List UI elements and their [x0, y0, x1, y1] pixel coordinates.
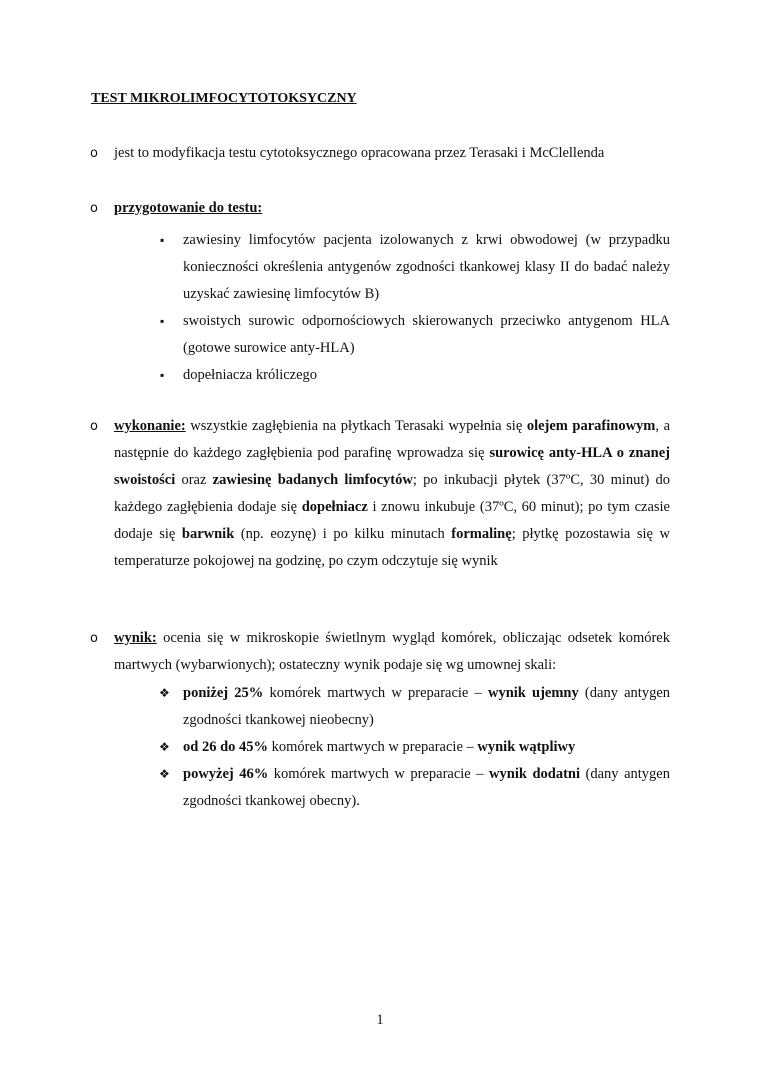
result-heading: wynik:: [114, 630, 157, 646]
intro-text: jest to modyfikacja testu cytotoksycznego opracowana przez Terasaki i McClellenda: [114, 145, 605, 161]
circle-bullet-icon: o: [90, 419, 98, 434]
square-bullet-icon: ▪: [160, 233, 165, 247]
diamond-bullet-icon: ❖: [159, 686, 170, 700]
circle-bullet-icon: o: [90, 146, 98, 161]
section-result: [90, 625, 670, 815]
document-title: TEST MIKROLIMFOCYTOTOKSYCZNY: [91, 91, 357, 106]
preparation-list: [90, 227, 670, 389]
diamond-bullet-icon: ❖: [159, 740, 170, 754]
circle-bullet-icon: o: [90, 631, 98, 646]
result-text: wynik: ocenia się w mikroskopie świetlnym wygląd komórek, obliczając odsetek komórek martwych (wybarwionych); ostateczny wynik podaje się wg umownej skali:: [114, 630, 670, 673]
list-item: ❖ poniżej 25% komórek martwych w preparacie – wynik ujemny (dany antygen zgodności tkankowej nieobecny): [183, 680, 670, 734]
section-preparation: [90, 195, 670, 389]
page-number: 1: [376, 1012, 384, 1028]
list-item: ▪ swoistych surowic odpornościowych skierowanych przeciwko antygenom HLA (gotowe surowice anty-HLA): [183, 308, 670, 362]
list-item: ▪ zawiesiny limfocytów pacjenta izolowanych z krwi obwodowej (w przypadku konieczności określenia antygenów zgodności tkankowej klasy II do badać należy uzyskać zawiesinę limfocytów B): [183, 227, 670, 308]
execution-text: wykonanie: wszystkie zagłębienia na płytkach Terasaki wypełnia się olejem parafinowym, a następnie do każdego zagłębienia pod parafinę wprowadza się surowicę anty-HLA o znanej swoistości oraz zawiesinę badanych limfocytów; po inkubacji płytek (37ºC, 30 minut) do każdego zagłębienia dodaje się dopełniacz i znowu inkubuje (37ºC, 60 minut); po tym czasie dodaje się barwnik (np. eozynę) i po kilku minutach formalinę; płytkę pozostawia się w temperaturze pokojowej na godzinę, po czym odczytuje się wynik: [114, 418, 671, 569]
square-bullet-icon: ▪: [160, 314, 165, 328]
diamond-bullet-icon: ❖: [159, 767, 170, 781]
execution-heading: wykonanie:: [114, 418, 186, 434]
list-item: ❖ od 26 do 45% komórek martwych w preparacie – wynik wątpliwy: [183, 734, 670, 761]
preparation-heading: przygotowanie do testu:: [114, 200, 263, 216]
section-intro: [90, 140, 670, 167]
result-scale-list: [90, 680, 670, 815]
list-item: ❖ powyżej 46% komórek martwych w preparacie – wynik dodatni (dany antygen zgodności tkankowej obecny).: [183, 761, 670, 815]
square-bullet-icon: ▪: [160, 368, 165, 382]
circle-bullet-icon: o: [90, 201, 98, 216]
section-execution: [90, 413, 670, 575]
list-item: ▪ dopełniacza króliczego: [183, 362, 670, 389]
